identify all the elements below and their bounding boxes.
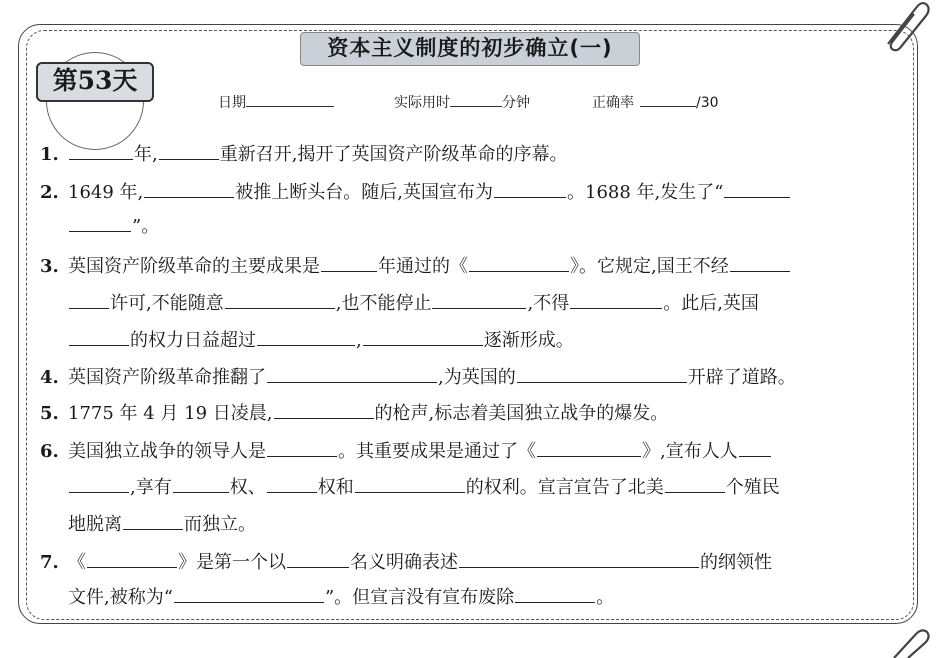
question-text: 》。它规定,国王不经	[570, 256, 729, 277]
question-text: 。其重要成果是通过了《	[338, 441, 536, 462]
question-text: 重新召开,揭开了英国资产阶级革命的序幕。	[219, 144, 568, 165]
question-1	[40, 140, 567, 166]
date-blank[interactable]	[246, 92, 334, 107]
answer-blank[interactable]	[267, 438, 337, 457]
day-label: 第53天	[36, 62, 154, 102]
question-text: 权、	[229, 477, 266, 498]
question-text: 的纲领性	[700, 552, 772, 573]
question-number: 1.	[40, 144, 59, 165]
accuracy-label: 正确率	[592, 95, 634, 111]
question-text: 个殖民	[725, 477, 780, 498]
question-text: 的权利。宣言宣告了北美	[465, 477, 664, 498]
question-text: 许可,不能随意	[110, 293, 224, 314]
answer-blank[interactable]	[363, 327, 483, 346]
question-text: ,	[356, 330, 362, 351]
question-text: 逐渐形成。	[483, 330, 574, 351]
accuracy-total: /30	[696, 95, 719, 111]
question-7	[40, 548, 772, 574]
question-text: 》,宣布人人	[642, 441, 738, 462]
answer-blank[interactable]	[287, 549, 349, 568]
question-text: ,不得	[527, 293, 570, 314]
question-3	[40, 252, 791, 278]
answer-blank[interactable]	[69, 290, 109, 309]
question-number: 3.	[40, 256, 59, 277]
answer-blank[interactable]	[432, 290, 526, 309]
question-text: ”。但宣言没有宣布废除	[324, 587, 515, 608]
question-text: 美国独立战争的领导人是	[68, 441, 266, 462]
date-field[interactable]	[218, 92, 334, 112]
question-number: 2.	[40, 182, 59, 203]
date-label: 日期	[218, 95, 246, 111]
answer-blank[interactable]	[87, 549, 177, 568]
question-text: 英国资产阶级革命的主要成果是	[68, 256, 320, 277]
question-text: 《	[68, 552, 86, 573]
answer-blank[interactable]	[274, 400, 374, 419]
answer-blank[interactable]	[144, 179, 234, 198]
answer-blank[interactable]	[257, 327, 355, 346]
answer-blank[interactable]	[517, 364, 687, 383]
time-label: 实际用时	[394, 95, 450, 111]
question-number: 7.	[40, 552, 59, 573]
answer-blank[interactable]	[469, 253, 569, 272]
question-3-cont-2	[68, 326, 574, 352]
answer-blank[interactable]	[494, 179, 566, 198]
question-number: 5.	[40, 403, 59, 424]
question-text: 开辟了道路。	[687, 367, 796, 388]
question-3-cont-1	[68, 289, 759, 315]
question-4	[40, 363, 796, 389]
answer-blank[interactable]	[69, 141, 133, 160]
question-text: 。此后,英国	[663, 293, 759, 314]
answer-blank[interactable]	[739, 438, 771, 457]
time-blank[interactable]	[450, 92, 502, 107]
answer-blank[interactable]	[174, 584, 324, 603]
accuracy-field[interactable]	[592, 92, 719, 112]
question-text: ,为英国的	[438, 367, 516, 388]
answer-blank[interactable]	[570, 290, 662, 309]
question-text: 的枪声,标志着美国独立战争的爆发。	[374, 403, 669, 424]
answer-blank[interactable]	[225, 290, 335, 309]
paperclip-icon	[886, 628, 932, 658]
answer-blank[interactable]	[724, 179, 790, 198]
question-6-cont-1	[68, 473, 780, 499]
answer-blank[interactable]	[730, 253, 790, 272]
question-2	[40, 178, 791, 204]
question-number: 6.	[40, 441, 59, 462]
answer-blank[interactable]	[267, 364, 437, 383]
question-text: ”。	[132, 216, 160, 237]
answer-blank[interactable]	[459, 549, 699, 568]
question-5	[40, 399, 668, 425]
question-text: 文件,被称为“	[68, 587, 173, 608]
question-text: ,享有	[130, 477, 172, 498]
question-text: 。1688 年,发生了“	[567, 182, 724, 203]
question-text: 而独立。	[184, 514, 256, 535]
answer-blank[interactable]	[267, 474, 317, 493]
question-6	[40, 437, 772, 463]
answer-blank[interactable]	[173, 474, 229, 493]
question-text: 年,	[134, 144, 158, 165]
page-title: 资本主义制度的初步确立(一)	[300, 32, 640, 66]
answer-blank[interactable]	[69, 213, 131, 232]
question-text: 英国资产阶级革命推翻了	[68, 367, 266, 388]
question-text: 1775 年 4 月 19 日凌晨,	[68, 403, 273, 424]
question-text: 名义明确表述	[350, 552, 458, 573]
question-text: 被推上断头台。随后,英国宣布为	[235, 182, 493, 203]
question-text: 的权力日益超过	[130, 330, 256, 351]
question-2-cont	[68, 212, 159, 238]
question-text: 》是第一个以	[178, 552, 286, 573]
answer-blank[interactable]	[69, 474, 129, 493]
question-text: 地脱离	[68, 514, 122, 535]
question-text: 权和	[317, 477, 354, 498]
answer-blank[interactable]	[123, 511, 183, 530]
answer-blank[interactable]	[537, 438, 641, 457]
question-7-cont	[68, 583, 614, 609]
question-number: 4.	[40, 367, 59, 388]
time-unit: 分钟	[502, 95, 530, 111]
question-text: 。	[596, 587, 615, 608]
answer-blank[interactable]	[159, 141, 219, 160]
answer-blank[interactable]	[69, 327, 129, 346]
question-text: ,也不能停止	[335, 293, 432, 314]
day-badge	[36, 62, 154, 102]
answer-blank[interactable]	[665, 474, 725, 493]
answer-blank[interactable]	[321, 253, 377, 272]
answer-blank[interactable]	[355, 474, 465, 493]
accuracy-blank[interactable]	[640, 92, 696, 107]
question-text: 年通过的《	[378, 256, 468, 277]
answer-blank[interactable]	[515, 584, 595, 603]
question-text: 1649 年,	[68, 182, 144, 203]
question-6-cont-2	[68, 510, 256, 536]
paperclip-icon	[878, 0, 930, 52]
time-field[interactable]	[394, 92, 530, 112]
